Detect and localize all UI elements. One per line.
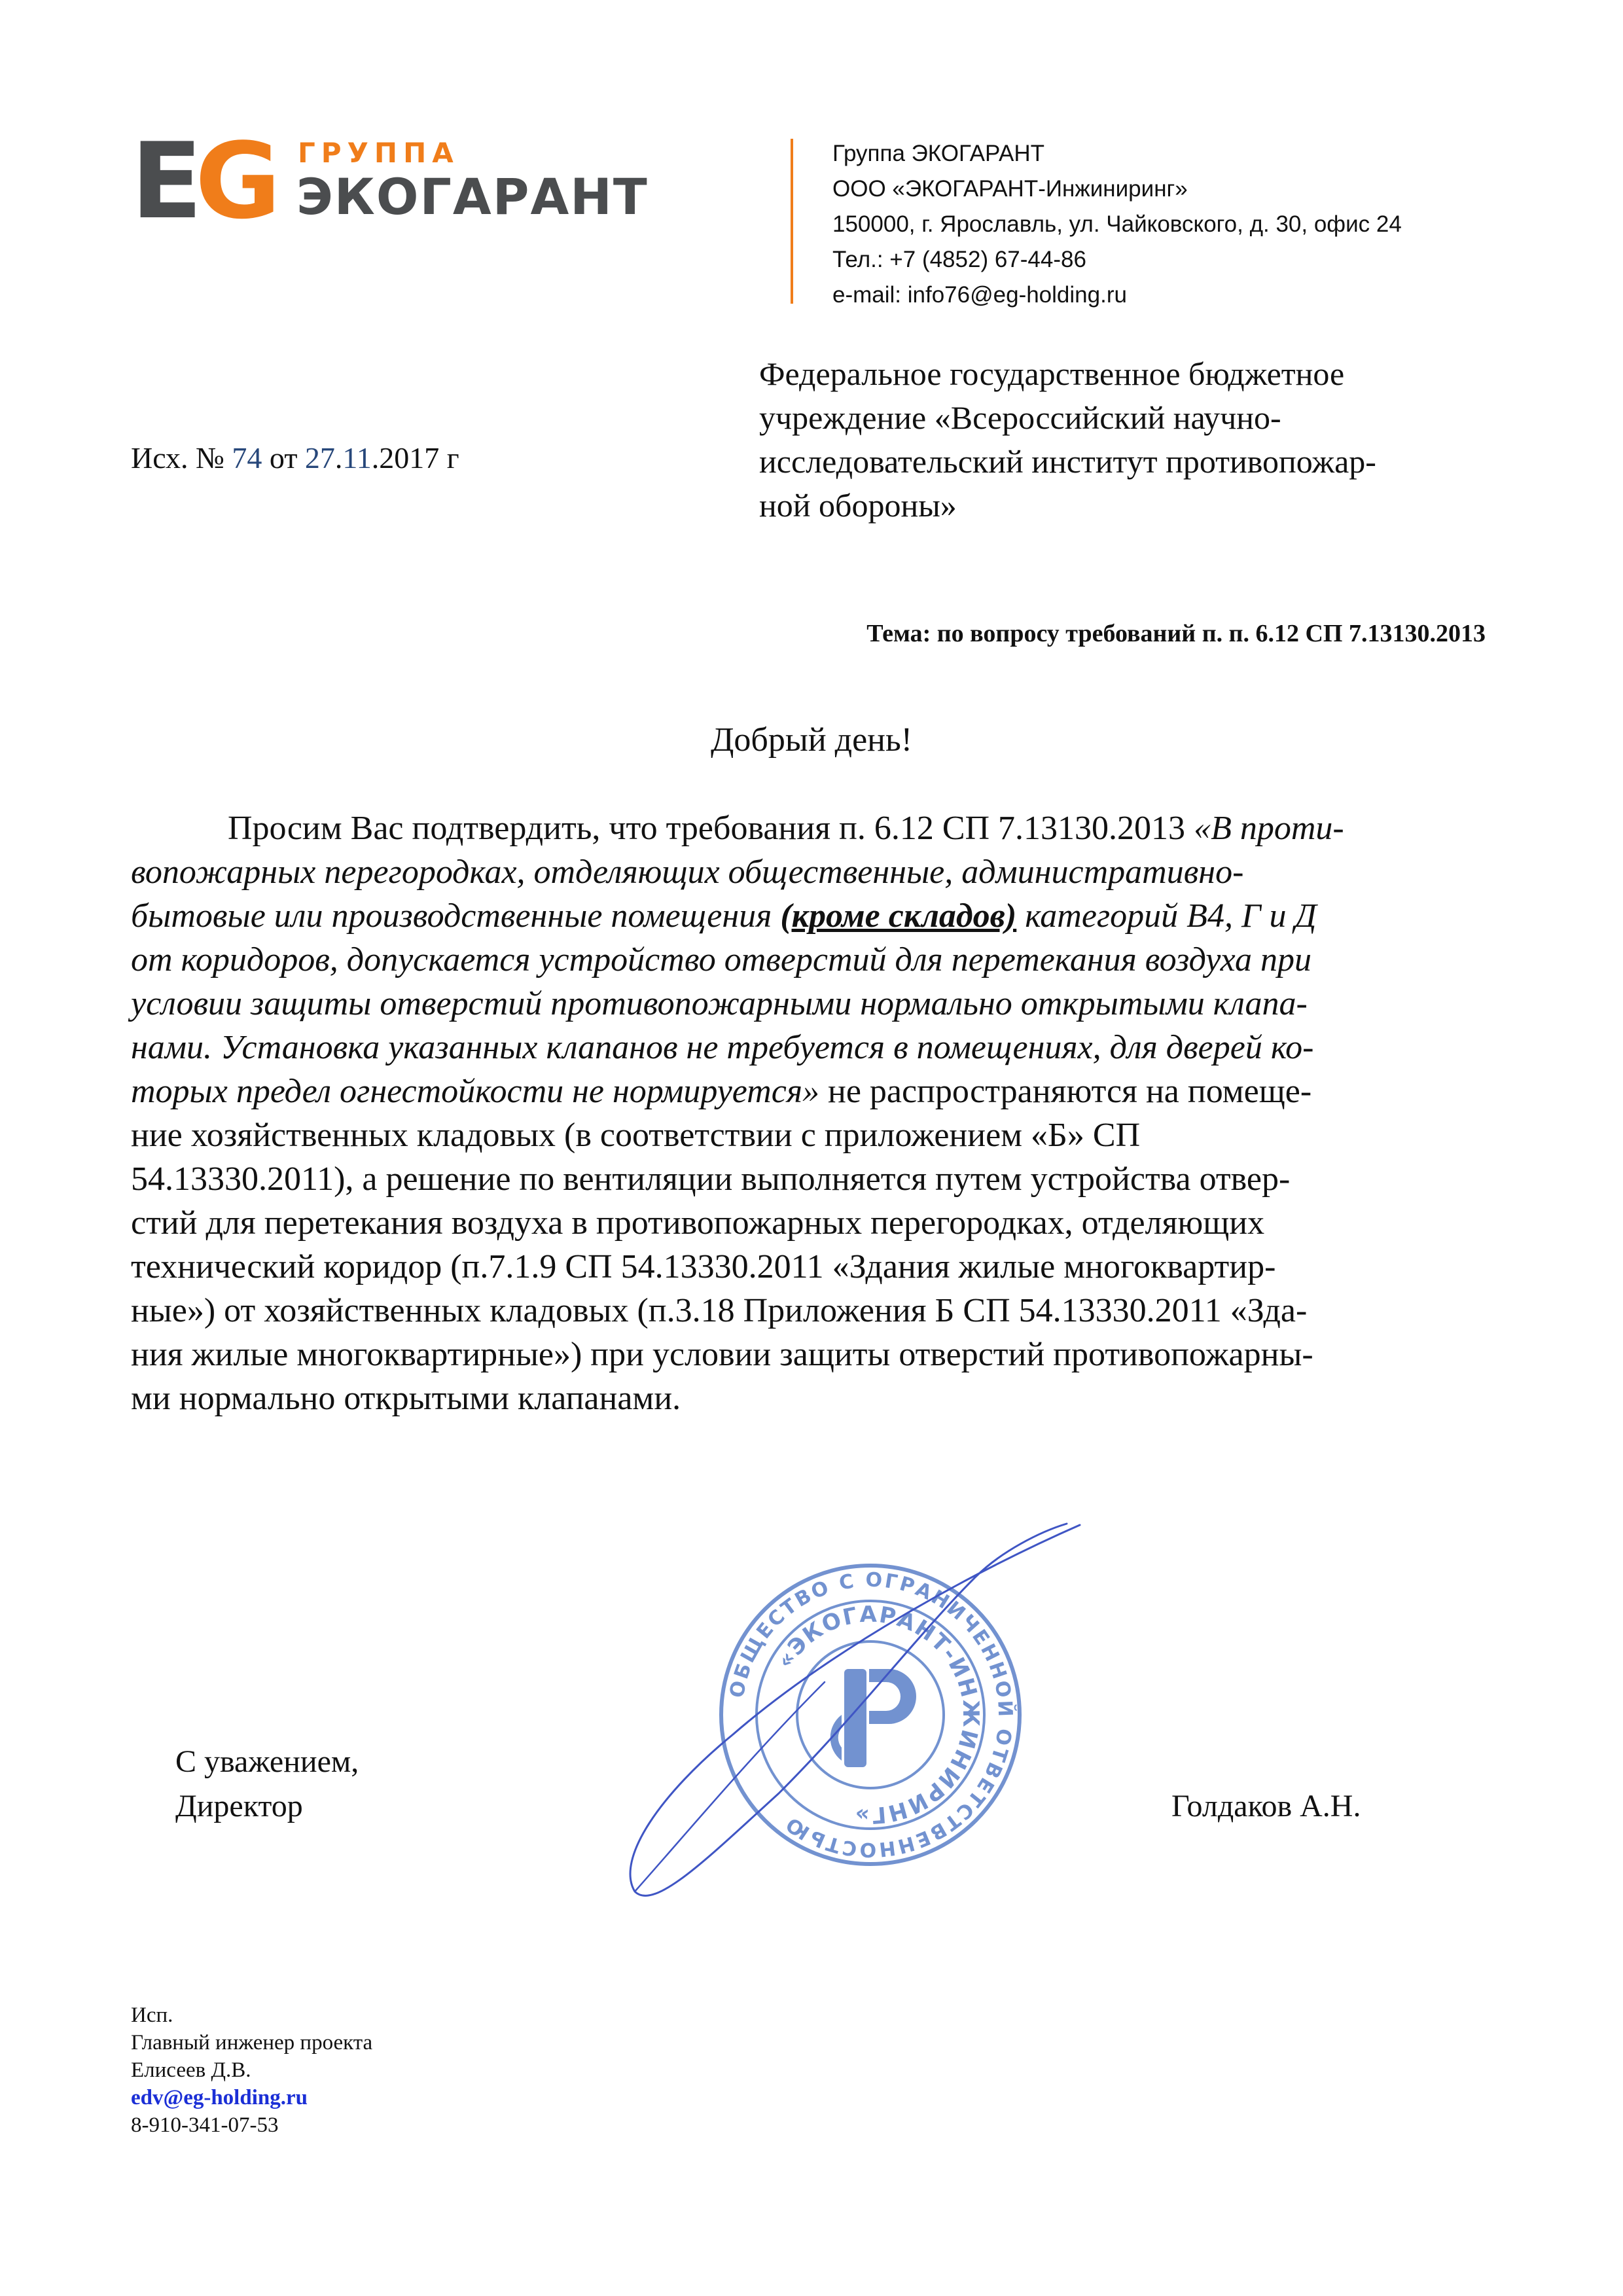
logo-company-name: ЭКОГАРАНТ [296, 168, 649, 226]
header-contacts [832, 136, 1402, 313]
signer-position: Директор [175, 1789, 303, 1823]
stamp-inner-text: «ЭКОГАРАНТ-ИНЖИНИРИНГ» [772, 1601, 984, 1829]
signer-name: Голдаков А.Н. [1171, 1789, 1361, 1823]
header-company: ООО «ЭКОГАРАНТ-Инжиниринг» [832, 176, 1188, 202]
body-line: 54.13330.2011), а решение по вентиляции выполняется путем устройства отвер- [131, 1160, 1291, 1198]
letter-body [131, 806, 1479, 1420]
addressee-line: Федеральное государственное бюджетное [759, 355, 1345, 392]
outgoing-from: от [262, 441, 305, 475]
body-line: стий для перетекания воздуха в противопожарных перегородках, отделяющих [131, 1204, 1265, 1242]
body-text: не распространяются на помеще- [819, 1073, 1312, 1110]
addressee-line: учреждение «Всероссийский научно- [759, 399, 1281, 436]
body-line: нами. Установка указанных клапанов не требуется в помещениях, для дверей ко- [131, 1029, 1314, 1066]
body-line [131, 1069, 1479, 1113]
company-logo [131, 131, 668, 236]
body-line: технический коридор (п.7.1.9 СП 54.13330.2011 «Здания жилые многоквартир- [131, 1248, 1276, 1285]
letter-subject: Тема: по вопросу требований п. п. 6.12 СП 7.13130.2013 [866, 620, 1486, 647]
addressee-line: ной обороны» [759, 487, 957, 524]
executor-position: Главный инженер проекта [131, 2031, 373, 2054]
handwritten-signature [609, 1518, 1106, 1911]
body-line: условии защиты отверстий противопожарными нормально открытыми клапа- [131, 985, 1308, 1022]
outgoing-reference [131, 440, 459, 476]
body-line: ние хозяйственных кладовых (в соответствии с приложением «Б» СП [131, 1117, 1141, 1154]
outgoing-year: .2017 г [371, 441, 459, 475]
header-phone: Тел.: +7 (4852) 67-44-86 [832, 247, 1086, 272]
body-quote: категорий В4, Г и Д [1016, 897, 1317, 935]
body-line: ми нормально открытыми клапанами. [131, 1380, 681, 1417]
outgoing-dot: . [334, 441, 343, 475]
header-address: 150000, г. Ярославль, ул. Чайковского, д. 30, офис 24 [832, 211, 1402, 237]
body-line [131, 894, 1479, 938]
executor-block [131, 2001, 372, 2139]
closing-regards: С уважением, [175, 1744, 359, 1779]
body-text: Просим Вас подтвердить, что требования п. 6.12 СП 7.13130.2013 [228, 810, 1194, 847]
executor-name: Елисеев Д.В. [131, 2058, 251, 2082]
logo-mark-e: E [131, 137, 196, 223]
logo-group-word: ГРУППА [298, 137, 459, 169]
executor-label: Исп. [131, 2003, 173, 2027]
body-line: от коридоров, допускается устройство отверстий для перетекания воздуха при [131, 941, 1312, 978]
stamp-outer-text: ОБЩЕСТВО С ОГРАНИЧЕННОЙ ОТВЕТСТВЕННОСТЬЮ [725, 1568, 1017, 1861]
header-divider [791, 139, 793, 304]
body-quote: «В проти- [1194, 810, 1344, 847]
body-emphasis: (кроме складов) [780, 897, 1017, 935]
header-email: e-mail: info76@eg-holding.ru [832, 282, 1127, 308]
eg-logo-mark [131, 137, 281, 223]
outgoing-month: 11 [342, 441, 372, 475]
header-group-name: Группа ЭКОГАРАНТ [832, 141, 1044, 166]
outgoing-prefix: Исх. № [131, 441, 232, 475]
outgoing-day: 27 [304, 441, 335, 475]
addressee-block [759, 352, 1518, 528]
body-line: ные») от хозяйственных кладовых (п.3.18 Приложения Б СП 54.13330.2011 «Зда- [131, 1292, 1308, 1329]
body-line [131, 806, 1479, 850]
body-quote: торых предел огнестойкости не нормируется» [131, 1073, 819, 1110]
outgoing-number: 74 [232, 441, 262, 475]
body-line: ния жилые многоквартирные») при условии защиты отверстий противопожарны- [131, 1336, 1313, 1373]
addressee-line: исследовательский институт противопожар- [759, 443, 1376, 480]
executor-phone: 8-910-341-07-53 [131, 2113, 279, 2137]
closing-block [175, 1740, 359, 1829]
logo-mark-g: G [195, 137, 281, 223]
body-quote: бытовые или производственные помещения [131, 897, 781, 935]
executor-email-link[interactable]: edv@eg-holding.ru [131, 2086, 308, 2109]
greeting: Добрый день! [710, 721, 913, 759]
body-line: вопожарных перегородках, отделяющих общественные, административно- [131, 853, 1244, 891]
